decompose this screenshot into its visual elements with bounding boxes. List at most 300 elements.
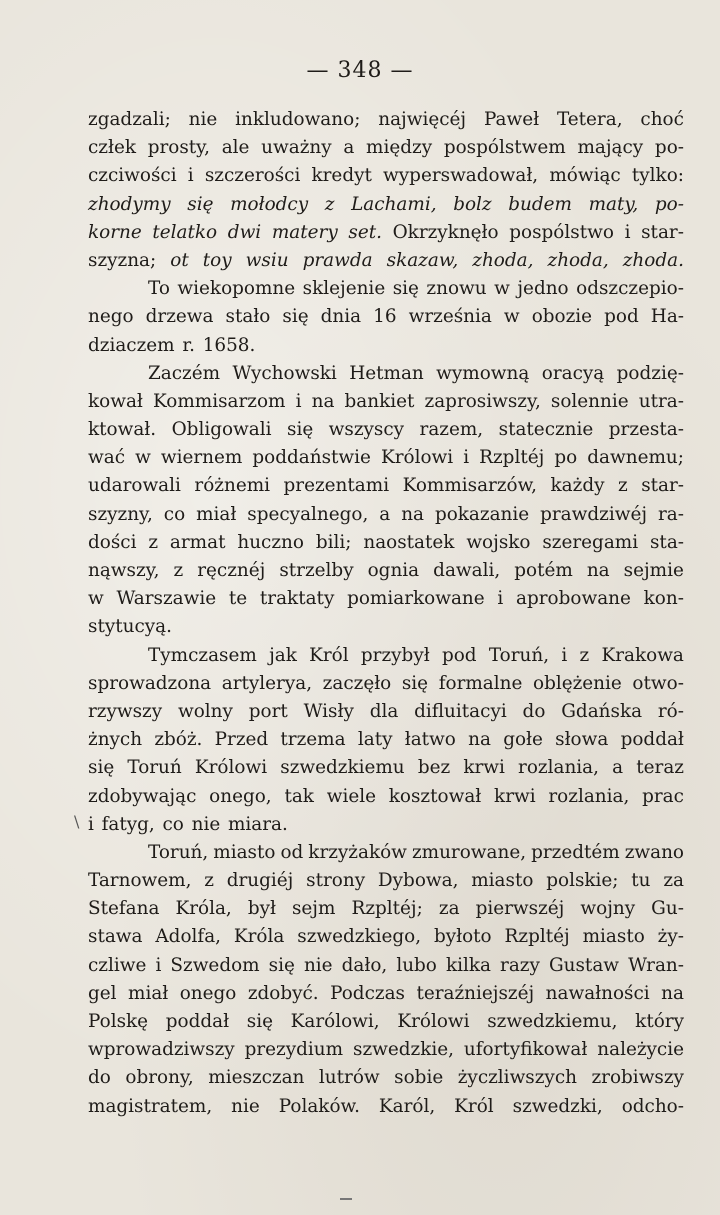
word: teraz [636, 757, 684, 779]
word: mołodcy [230, 193, 309, 215]
word: rozlania, [548, 785, 630, 807]
word: polskie; [546, 870, 619, 892]
word: wiele [326, 785, 376, 807]
word: Paweł [483, 109, 540, 130]
word: prosty, [147, 137, 210, 159]
print-mark [340, 1198, 352, 1200]
word: miasto [582, 926, 645, 948]
text-line [88, 388, 684, 416]
word: ot [170, 249, 189, 271]
word: sobie [394, 1067, 444, 1089]
word: się [268, 954, 295, 976]
word: odcho- [621, 1095, 684, 1117]
word: dla [369, 700, 399, 722]
word: miał [128, 982, 169, 1004]
word: miasto [213, 841, 276, 863]
word: maty, [588, 193, 639, 215]
word: nie [303, 954, 333, 976]
word: onego [179, 982, 237, 1004]
word: się [401, 672, 429, 694]
word: dało, [341, 954, 388, 976]
word: Lachami, [351, 193, 437, 215]
word: Ha- [650, 306, 684, 328]
word: się [187, 193, 214, 215]
word: i [155, 954, 162, 976]
word: najwięcéj [378, 109, 467, 130]
word: Warszawie [116, 588, 217, 610]
word: z [617, 475, 628, 497]
word: kował [88, 390, 143, 412]
word: miara. [227, 813, 288, 835]
word: mający [577, 137, 644, 159]
word: korne [88, 221, 142, 243]
word: zhoda, [472, 249, 534, 271]
word: Hetman [349, 362, 424, 384]
word: telatko [152, 221, 218, 243]
word: gołe [503, 729, 543, 751]
word: przesta- [608, 419, 684, 441]
word: Szwedom [170, 954, 260, 976]
text-line [88, 670, 684, 698]
word: dawali, [433, 560, 501, 581]
word: uważny [261, 137, 332, 159]
word: człek [88, 137, 136, 159]
word: szyzny, [88, 503, 153, 525]
word: te [228, 588, 248, 610]
word: Król [309, 644, 349, 666]
word: sejmie [623, 560, 684, 581]
word: strzelby [279, 560, 354, 581]
word: wymowną [436, 362, 530, 384]
word: ra- [657, 503, 684, 525]
word: był [247, 898, 276, 920]
word: a [343, 137, 355, 159]
text-line [88, 1036, 684, 1064]
text-line [88, 557, 684, 585]
word: tu [631, 870, 651, 892]
word: drzewa [145, 306, 214, 328]
word: poddaństwie [252, 447, 371, 469]
word: żnych [88, 729, 143, 751]
text-line [88, 360, 684, 388]
word: statecznie [498, 419, 594, 441]
word: podzię- [616, 362, 684, 384]
word: po [554, 447, 578, 469]
text-line [88, 416, 684, 444]
word: choć [640, 109, 684, 130]
word: wiernem [160, 447, 243, 469]
word: lubo [396, 954, 437, 976]
word: strony [306, 870, 366, 892]
text-line [88, 923, 684, 951]
word: To [148, 278, 170, 300]
word: miasto [471, 870, 534, 892]
text-line [88, 783, 684, 811]
word: w [135, 447, 151, 469]
word: pokazanie [434, 503, 530, 525]
word: Króla, [175, 898, 232, 920]
word: Przed [214, 729, 269, 751]
word: od [280, 841, 304, 863]
text-line [88, 811, 684, 839]
text-line [88, 952, 684, 980]
word: prawdziwéj [540, 503, 648, 525]
word: kilka [445, 954, 491, 976]
word: się [282, 306, 309, 328]
word: star- [641, 475, 684, 497]
word: życzliwszych [457, 1067, 577, 1089]
word: szyzna; [88, 249, 157, 271]
word: Gu- [651, 898, 684, 920]
word: stawa [88, 926, 143, 948]
word: bili; [315, 531, 352, 553]
text-line [88, 980, 684, 1008]
word: wiekopomne [177, 278, 296, 300]
word: port [248, 700, 288, 722]
text-line [88, 1093, 684, 1121]
word: matery [271, 221, 338, 243]
word: set. [348, 221, 382, 243]
word: czciwości [88, 165, 177, 187]
word: do [88, 1067, 111, 1089]
word: ale [221, 137, 250, 159]
word: września [408, 306, 492, 328]
word: nie [191, 813, 221, 835]
word: oblężenie [533, 672, 622, 694]
word: zdobyć. [247, 982, 319, 1004]
word: prac [642, 785, 684, 807]
word: sprowadzona [88, 672, 212, 694]
text-line [88, 613, 684, 641]
word: Wisły [303, 700, 354, 722]
word: r. [182, 334, 195, 356]
word: Kommisarzom [153, 390, 286, 412]
word: się [392, 278, 419, 300]
page-number: — 348 — [306, 58, 414, 83]
word: Karólowi, [290, 1011, 380, 1032]
word: w [494, 278, 510, 300]
text-line [88, 191, 684, 219]
word: pod [441, 644, 477, 666]
word: Kommisarzów, [402, 475, 538, 497]
word: star- [641, 221, 684, 243]
word: ognia [367, 560, 420, 581]
word: sklejenie [302, 278, 386, 300]
word: zrobiwszy [591, 1067, 684, 1089]
word: jedno [517, 278, 569, 300]
word: Tetera, [556, 109, 623, 130]
word: kosztował [388, 785, 482, 807]
word: onego, [209, 785, 272, 807]
word: Stefana [88, 898, 160, 920]
word: i [88, 813, 94, 835]
word: tylko: [631, 165, 684, 187]
word: obrony, [125, 1067, 194, 1089]
word: na [311, 390, 335, 412]
word: wyperswadował, [383, 165, 539, 187]
text-line [88, 585, 684, 613]
word: każdy [550, 475, 605, 497]
word: ży- [657, 926, 684, 948]
word: budem [508, 193, 572, 215]
word: huczno [237, 531, 304, 553]
text-line [88, 219, 684, 247]
word: z [204, 870, 214, 892]
text-line [88, 444, 684, 472]
word: zhoda, [547, 249, 609, 271]
word: otwo- [632, 672, 684, 694]
word: 1658. [202, 334, 256, 356]
word: zhoda. [622, 249, 684, 271]
word: wsiu [245, 249, 289, 271]
word: mówiąc [549, 165, 621, 187]
word: sejm [291, 898, 336, 920]
word: Rzpltéj; [351, 898, 423, 920]
word: nąwszy, [88, 560, 160, 581]
word: krzyżaków [308, 841, 407, 863]
word: sta- [649, 531, 684, 553]
word: wać [88, 447, 126, 469]
word: utra- [638, 390, 684, 412]
word: rozlania, [518, 757, 599, 779]
text-line [88, 303, 684, 331]
word: Tymczasem [148, 644, 257, 666]
word: słowa [555, 729, 609, 751]
text-line [88, 134, 684, 162]
word: bez [417, 757, 451, 779]
word: szwedzkiemu, [487, 1011, 618, 1032]
word: i [497, 588, 504, 610]
text-line [88, 1008, 684, 1036]
word: Królowi [397, 1011, 470, 1032]
text-line [88, 754, 684, 782]
word: zdobywając [88, 785, 197, 807]
word: nie [231, 1095, 260, 1117]
word: ręcznéj [197, 560, 266, 581]
word: skazaw, [386, 249, 459, 271]
word: nego [88, 306, 134, 328]
word: Toruń, [488, 644, 550, 666]
word: się [88, 757, 115, 779]
word: na [586, 560, 610, 581]
word: poddał [620, 729, 684, 751]
word: zaczęło [322, 672, 392, 694]
word: zbóż. [154, 729, 203, 751]
word: odszczepio- [576, 278, 684, 300]
word: ró- [657, 700, 684, 722]
word: który [635, 1011, 684, 1032]
word: czliwe [88, 954, 147, 976]
word: między [366, 137, 433, 159]
word: krwi [494, 785, 536, 807]
word: magistratem, [88, 1095, 213, 1117]
word: jak [269, 644, 297, 666]
word: bolz [453, 193, 492, 215]
word: Wran- [628, 954, 684, 976]
word: i [463, 447, 470, 469]
word: różnemi [194, 475, 271, 497]
word: Polskę [88, 1011, 149, 1032]
word: wprowadziwszy [88, 1039, 235, 1061]
word: łatwo [404, 729, 456, 751]
word: trzema [280, 729, 346, 751]
margin-mark: \ [74, 812, 80, 831]
word: zgadzali; [88, 109, 171, 130]
word: specyalnego, [247, 503, 369, 525]
text-line [88, 472, 684, 500]
word: teraźniejszéj [416, 982, 535, 1004]
word: solennie [550, 390, 629, 412]
word: inkludowano; [235, 109, 361, 130]
word: co [163, 503, 186, 525]
word: tak [284, 785, 314, 807]
word: na [661, 982, 684, 1004]
word: gel [88, 982, 117, 1004]
word: ktował. [88, 419, 157, 441]
word: Gustaw [548, 954, 620, 976]
word: kredyt [311, 165, 372, 187]
word: Karól, [378, 1095, 436, 1117]
word: ufortyfikował [463, 1039, 588, 1061]
text-line [88, 895, 684, 923]
word: na [468, 729, 491, 751]
word: na [401, 503, 424, 525]
word: wszyscy [328, 419, 405, 441]
word: Toruń [127, 757, 182, 779]
word: Podczas [330, 982, 405, 1004]
text-line [88, 726, 684, 754]
word: szwedzkiemu [280, 757, 405, 779]
word: zwano [624, 841, 684, 863]
word: udarowali [88, 475, 181, 497]
word: za [438, 898, 460, 920]
word: drugiéj [226, 870, 294, 892]
word: Toruń, [148, 841, 209, 863]
word: oracyą [541, 362, 605, 384]
word: prawda [302, 249, 373, 271]
word: naostatek [363, 531, 455, 553]
word: difluitacyi [414, 700, 507, 722]
word: dości [88, 531, 137, 553]
word: Króla [233, 926, 285, 948]
text-line [88, 275, 684, 303]
word: z [173, 560, 184, 581]
word: z [148, 531, 159, 553]
word: z [324, 193, 335, 215]
word: aprobowane [516, 588, 631, 610]
word: Królowi [380, 447, 454, 469]
text-line [88, 839, 684, 867]
word: toy [202, 249, 232, 271]
word: zhodymy [88, 193, 171, 215]
word: Rzpltéj [479, 447, 545, 469]
word: pospólstwem [443, 137, 566, 159]
word: dziaczem [88, 334, 175, 356]
word: w [88, 588, 104, 610]
word: byłoto [433, 926, 492, 948]
word: rzywszy [88, 700, 163, 722]
word: Gdańska [561, 700, 643, 722]
word: zmurowane, [411, 841, 527, 863]
word: szeregami [542, 531, 639, 553]
word: pod [604, 306, 639, 328]
word: pierwszéj [475, 898, 565, 920]
word: prezydium [244, 1039, 344, 1061]
word: miał [196, 503, 237, 525]
word: nawałności [545, 982, 650, 1004]
word: Obligowali [171, 419, 272, 441]
word: Okrzyknęło [392, 221, 499, 243]
word: kon- [643, 588, 684, 610]
word: przybył [360, 644, 430, 666]
text-line [88, 529, 684, 557]
word: Wychowski [232, 362, 337, 384]
word: armat [169, 531, 226, 553]
text-line [88, 698, 684, 726]
word: i [624, 221, 631, 243]
word: co [162, 813, 184, 835]
word: razy [500, 954, 540, 976]
word: szwedzki, [512, 1095, 603, 1117]
word: Tarnowem, [88, 870, 192, 892]
text-line [88, 247, 684, 275]
word: z [579, 644, 590, 666]
word: szczerości [204, 165, 301, 187]
word: artylerya, [221, 672, 313, 694]
word: w [503, 306, 520, 328]
word: traktaty [259, 588, 335, 610]
word: 16 [373, 306, 397, 328]
word: znowu [426, 278, 487, 300]
word: po- [654, 137, 684, 159]
word: bankiet [344, 390, 415, 412]
word: się [246, 1011, 273, 1032]
word: Zaczém [148, 362, 221, 384]
text-line [88, 1064, 684, 1092]
word: przedtém [531, 841, 620, 863]
word: poddał [165, 1011, 230, 1032]
text-line [88, 106, 684, 134]
word: lutrów [318, 1067, 380, 1089]
word: fatyg, [101, 813, 155, 835]
word: Królowi [194, 757, 268, 779]
word: Adolfa, [155, 926, 222, 948]
body-text [88, 106, 684, 1121]
word: do [522, 700, 546, 722]
word: i [187, 165, 194, 187]
word: formalne [438, 672, 523, 694]
word: wolny [177, 700, 233, 722]
word: dnia [320, 306, 362, 328]
word: pospólstwo [509, 221, 614, 243]
word: Rzpltéj [504, 926, 570, 948]
word: szwedzkiego, [297, 926, 422, 948]
word: i [561, 644, 568, 666]
text-line [88, 642, 684, 670]
word: szwedzkie, [353, 1039, 454, 1061]
word: stało [225, 306, 271, 328]
word: i [295, 390, 302, 412]
word: po- [654, 193, 684, 215]
word: prezentami [283, 475, 390, 497]
word: zaprosiwszy, [424, 390, 541, 412]
text-line [88, 867, 684, 895]
word: nie [188, 109, 218, 130]
text-line [88, 501, 684, 529]
word: krwi [463, 757, 505, 779]
word: wojny [580, 898, 636, 920]
word: za [663, 870, 684, 892]
